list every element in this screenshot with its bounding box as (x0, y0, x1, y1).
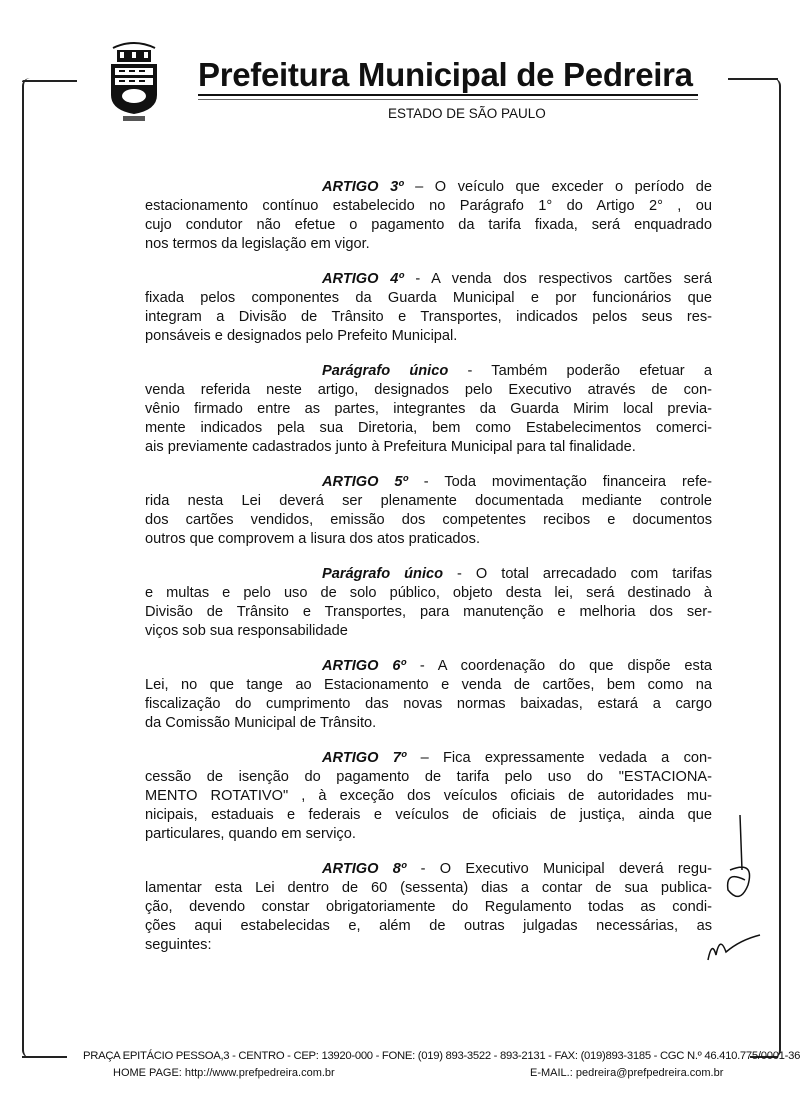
text-line (145, 917, 712, 936)
text-line (145, 381, 712, 400)
text-line (145, 400, 712, 419)
line-text: cessão de isenção do pagamento de tarifa pelo uso do "ESTACIONA- (145, 769, 712, 785)
line-text: estacionamento contínuo estabelecido no Parágrafo 1° do Artigo 2° , ou (145, 198, 712, 214)
text-line (145, 749, 712, 768)
signature (700, 810, 780, 980)
line-text: ais previamente cadastrados junto à Prefeitura Municipal para tal finalidade. (145, 439, 636, 455)
line-text: seguintes: (145, 937, 212, 953)
footer-address: PRAÇA EPITÁCIO PESSOA,3 - CENTRO - CEP: 13920-000 - FONE: (019) 893-3522 - 893-2131 - FAX: (019)893-3185 - CGC N.º 46.410.775/0001-36 (83, 1050, 800, 1062)
article-paragraph (145, 860, 712, 955)
line-text: viços sob sua responsabilidade (145, 623, 348, 639)
line-text: - O total arrecadado com tarifas (443, 566, 712, 582)
article-label: ARTIGO 3º (322, 179, 404, 195)
line-text: cujo condutor não efetue o pagamento da tarifa fixada, será enquadrado (145, 217, 712, 233)
article-label: ARTIGO 6º (322, 658, 406, 674)
border-line (22, 80, 77, 82)
line-text: – Fica expressamente vedada a con- (406, 750, 712, 766)
text-line (145, 473, 712, 492)
line-text: mente indicados pela sua Diretoria, bem como Estabelecimentos comerci- (145, 420, 712, 436)
text-line (145, 825, 712, 844)
line-text: outros que comprovem a lisura dos atos praticados. (145, 531, 481, 547)
line-text: - A coordenação do que dispõe esta (405, 658, 712, 674)
text-line (145, 676, 712, 695)
article-label: ARTIGO 5º (322, 474, 408, 490)
article-label: Parágrafo único (322, 363, 449, 379)
text-line (145, 860, 712, 879)
text-line (145, 511, 712, 530)
text-line (145, 178, 712, 197)
text-line (145, 898, 712, 917)
text-line (145, 787, 712, 806)
text-line (145, 419, 712, 438)
line-text: - A venda dos respectivos cartões será (403, 271, 712, 287)
text-line (145, 289, 712, 308)
line-text: fiscalização do cumprimento das novas normas baixadas, estará a cargo (145, 696, 712, 712)
text-line (145, 936, 712, 955)
article-paragraph (145, 362, 712, 457)
line-text: nos termos da legislação em vigor. (145, 236, 370, 252)
text-line (145, 603, 712, 622)
title-underline (198, 99, 698, 100)
text-line (145, 622, 712, 641)
text-line (145, 768, 712, 787)
article-label: ARTIGO 8º (322, 861, 407, 877)
article-paragraph (145, 749, 712, 844)
line-text: rida nesta Lei deverá ser plenamente documentada mediante controle (145, 493, 712, 509)
line-text: - Também poderão efetuar a (448, 363, 712, 379)
line-text: e multas e pelo uso de solo público, objeto desta lei, será destinado à (145, 585, 712, 601)
title-underline (198, 94, 698, 96)
line-text: da Comissão Municipal de Trânsito. (145, 715, 377, 731)
line-text: – O veículo que exceder o período de (403, 179, 712, 195)
text-line (145, 492, 712, 511)
line-text: particulares, quando em serviço. (145, 826, 356, 842)
line-text: Divisão de Trânsito e Transportes, para manutenção e melhoria dos ser- (145, 604, 712, 620)
line-text: vênio firmado entre as partes, integrantes da Guarda Mirim local previa- (145, 401, 712, 417)
text-line (145, 695, 712, 714)
line-text: ções aqui estabelecidas e, além de outras julgadas necessárias, as (145, 918, 712, 934)
line-text: fixada pelos componentes da Guarda Municipal e por funcionários que (145, 290, 712, 306)
line-text: Lei, no que tange ao Estacionamento e venda de cartões, bem como na (145, 677, 712, 693)
text-line (145, 438, 712, 457)
article-paragraph (145, 270, 712, 346)
text-line (145, 216, 712, 235)
text-line (145, 530, 712, 549)
text-line (145, 584, 712, 603)
text-line (145, 235, 712, 254)
article-label: Parágrafo único (322, 566, 444, 582)
text-line (145, 308, 712, 327)
footer-email: E-MAIL.: pedreira@prefpedreira.com.br (530, 1067, 724, 1079)
line-text: ponsáveis e designados pelo Prefeito Municipal. (145, 328, 458, 344)
line-text: MENTO ROTATIVO" , à exceção dos veículos oficiais de autoridades mu- (145, 788, 712, 804)
article-paragraph (145, 178, 712, 254)
state-subtitle: ESTADO DE SÃO PAULO (388, 106, 546, 121)
line-text: dos cartões vendidos, emissão dos competentes recibos e documentos (145, 512, 712, 528)
line-text: - Toda movimentação financeira refe- (407, 474, 712, 490)
line-text: ção, devendo constar obrigatoriamente do Regulamento todas as condi- (145, 899, 712, 915)
text-line (145, 362, 712, 381)
line-text: integram a Divisão de Trânsito e Transportes, indicados pelos seus res- (145, 309, 712, 325)
document-body (145, 178, 712, 971)
border-line (22, 1056, 67, 1058)
footer-homepage: HOME PAGE: http://www.prefpedreira.com.br (113, 1067, 335, 1079)
article-paragraph (145, 657, 712, 733)
line-text: venda referida neste artigo, designados pelo Executivo através de con- (145, 382, 712, 398)
article-paragraph (145, 565, 712, 641)
line-text: nicipais, estaduais e federais e veículos de oficiais de justiça, ainda que (145, 807, 712, 823)
text-line (145, 565, 712, 584)
line-text: - O Executivo Municipal deverá regu- (406, 861, 712, 877)
article-label: ARTIGO 4º (322, 271, 404, 287)
text-line (145, 657, 712, 676)
article-paragraph (145, 473, 712, 549)
text-line (145, 879, 712, 898)
page-title: Prefeitura Municipal de Pedreira (198, 56, 693, 93)
article-label: ARTIGO 7º (322, 750, 407, 766)
text-line (145, 806, 712, 825)
border-line (728, 78, 778, 80)
text-line (145, 270, 712, 289)
text-line (145, 327, 712, 346)
municipal-crest-logo (105, 40, 163, 122)
text-line (145, 714, 712, 733)
line-text: lamentar esta Lei dentro de 60 (sessenta) dias a contar de sua publica- (145, 880, 712, 896)
text-line (145, 197, 712, 216)
